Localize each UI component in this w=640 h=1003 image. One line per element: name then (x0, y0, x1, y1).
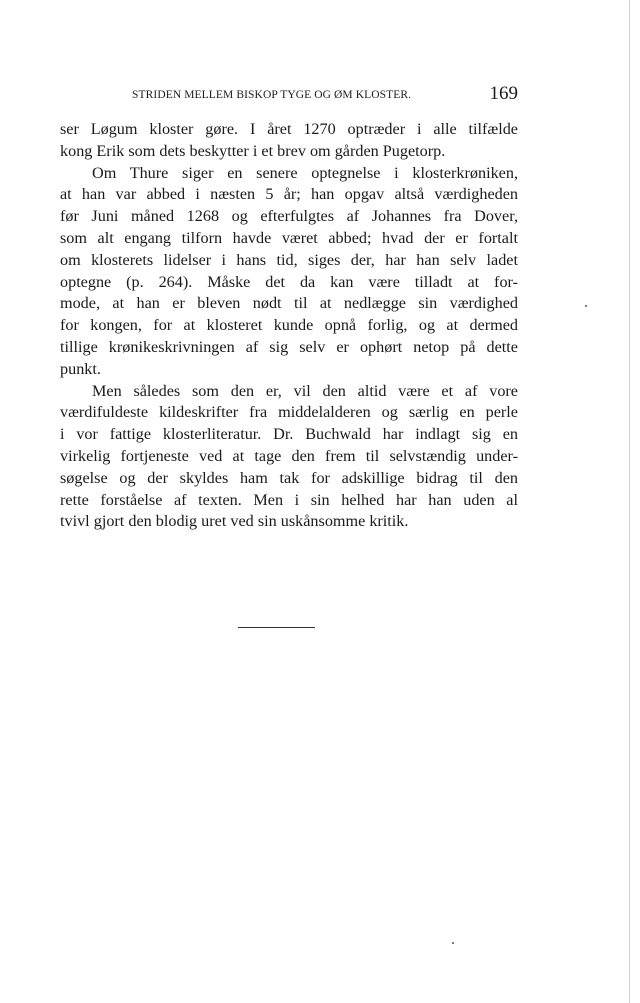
text-line: mode, at han er bleven nødt til at nedlægge sin værdighed (60, 294, 518, 313)
text-line: optegne (p. 264). Måske det da kan være tilladt at for- (60, 272, 518, 291)
text-line: ser Løgum kloster gøre. I året 1270 optræder i alle tilfælde (60, 120, 518, 138)
running-title: STRIDEN MELLEM BISKOP TYGE OG ØM KLOSTER. (132, 89, 412, 101)
text-line: tvivl gjort den blodig uret ved sin uskånsomme kritik. (60, 512, 409, 531)
text-line: værdifuldeste kildeskrifter fra middelalderen og særlig en perle (60, 403, 518, 422)
text-line: som alt engang tilforn havde været abbed; hvad der er fortalt (60, 228, 518, 247)
text-line: søgelse og der skyldes ham tak for adskillige bidrag til den (60, 468, 518, 487)
paragraph-1 (60, 119, 518, 163)
text-line: om klosterets lidelser i hans tid, siges der, har han selv ladet (60, 250, 518, 269)
text-line: i vor fattige klosterliteratur. Dr. Buchwald har indlagt sig en (60, 425, 518, 444)
text-line: for kongen, for at klosteret kunde opnå forlig, og at dermed (60, 316, 518, 335)
scan-speck (452, 942, 454, 944)
body-text (60, 119, 518, 533)
text-line: Men således som den er, vil den altid være et af vore (92, 381, 518, 400)
page-number: 169 (489, 83, 518, 104)
text-line: rette forståelse af texten. Men i sin helhed har han uden al (60, 490, 518, 509)
paragraph-2 (60, 163, 518, 381)
text-line: tillige krønikeskrivningen af sig selv er ophørt netop på dette (60, 337, 518, 356)
running-head (60, 83, 518, 108)
scan-speck (585, 305, 587, 307)
text-line: kong Erik som dets beskytter i et brev om gården Pugetorp. (60, 141, 446, 160)
text-line: punkt. (60, 359, 101, 378)
text-line: at han var abbed i næsten 5 år; han opgav altså værdigheden (60, 185, 518, 204)
paragraph-3 (60, 381, 518, 534)
page-edge (629, 0, 630, 1003)
text-line: før Juni måned 1268 og efterfulgtes af Johannes fra Dover, (60, 207, 518, 226)
text-line: virkelig fortjeneste ved at tage den frem til selvstændig under- (60, 446, 518, 465)
section-rule (238, 627, 315, 628)
text-line: Om Thure siger en senere optegnelse i klosterkrøniken, (92, 163, 518, 182)
